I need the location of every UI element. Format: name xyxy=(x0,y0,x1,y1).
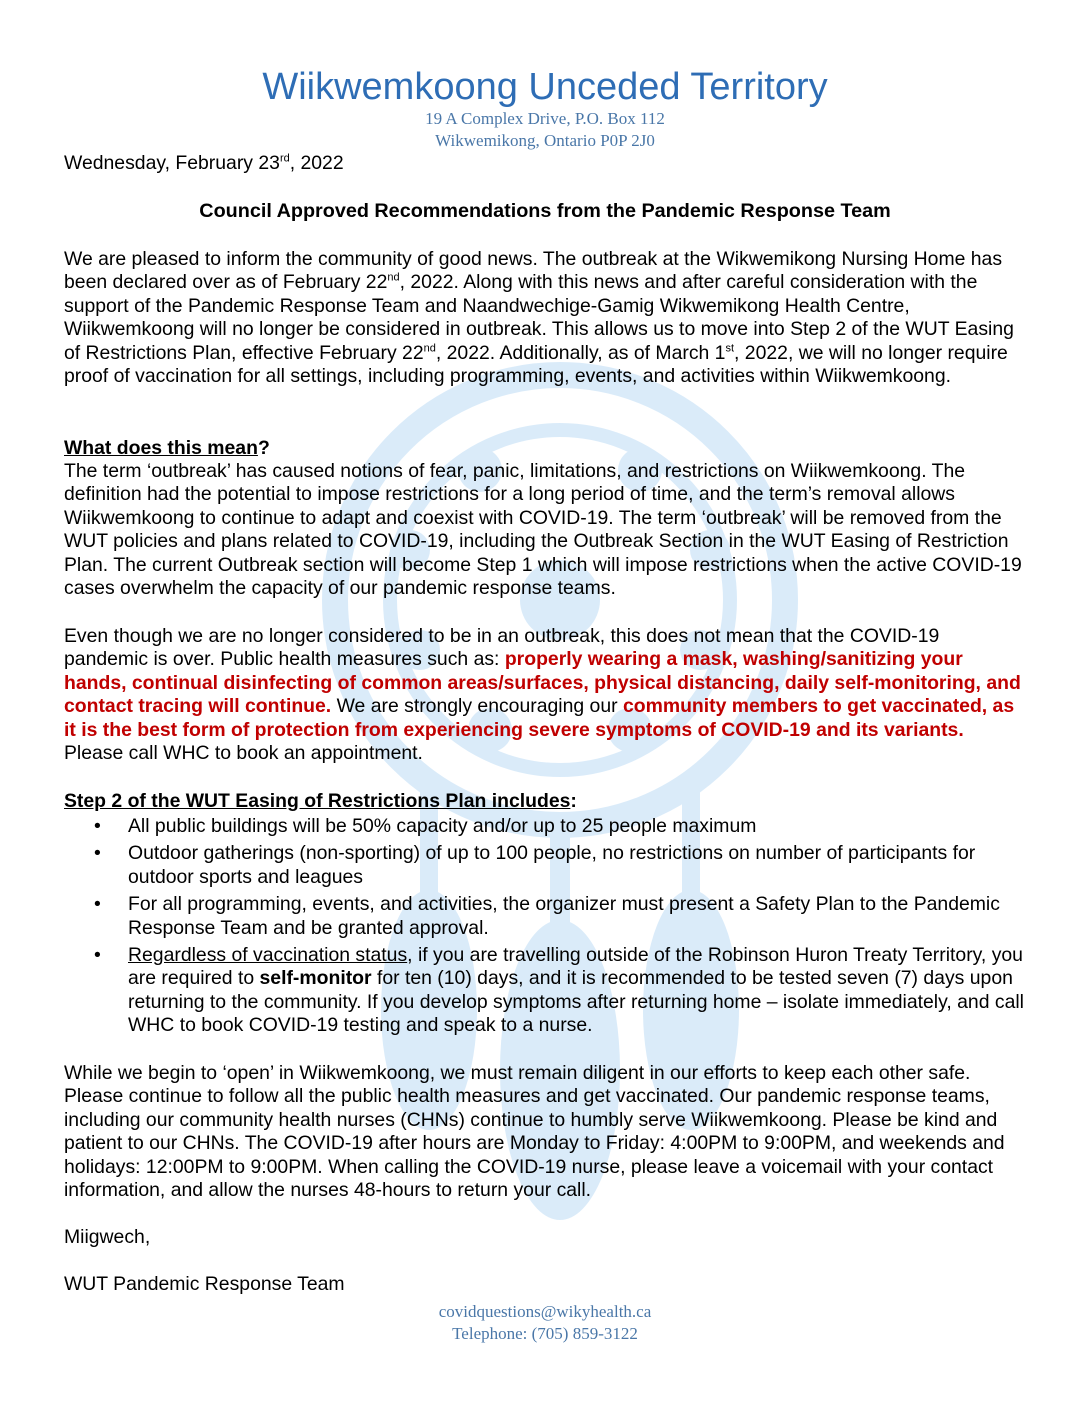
org-name: Wiikwemkoong Unceded Territory xyxy=(262,66,828,108)
intro-paragraph: We are pleased to inform the community of good news. The outbreak at the Wikwemikong Nursing Home has been declared over as of February 22nd, 2022. Along with this news and after careful consideration with the support of the Pandemic Response Team and Naandwechige-Gamig Wikwemikong Health Centre, Wiikwemkoong will no longer be considered in outbreak. This allows us to move into Step 2 of the WUT Easing of Restrictions Plan, effective February 22nd, 2022. Additionally, as of March 1st, 2022, we will no longer require proof of vaccination for all settings, including programming, events, and activities within Wiikwemkoong. xyxy=(64,248,1014,388)
signature: WUT Pandemic Response Team xyxy=(64,1273,345,1295)
list-item: • All public buildings will be 50% capacity and/or up to 25 people maximum xyxy=(94,815,757,837)
bullet-icon: • xyxy=(94,842,101,865)
bullet-icon: • xyxy=(94,815,101,837)
meaning-paragraph: The term ‘outbreak’ has caused notions of fear, panic, limitations, and restrictions on Wiikwemkoong. The definition had the potential to impose restrictions for a long period of time, and the term’s removal allows Wiikwemkoong to continue to adapt and coexist with COVID-19. The term ‘outbreak’ will be removed from the WUT policies and plans related to COVID-19, including the Outbreak Section in the WUT Easing of Restriction Plan. The current Outbreak section will become Step 1 which will impose restrictions when the active COVID-19 cases overwhelm the capacity of our pandemic response teams. xyxy=(64,460,1022,600)
bullet-icon: • xyxy=(94,893,101,916)
step2-list xyxy=(64,815,1026,1042)
closing-paragraph: While we begin to ‘open’ in Wiikwemkoong, we must remain diligent in our efforts to keep each other safe. Please continue to follow all the public health measures and get vaccinated. Our pandemic response teams, including our community health nurses (CHNs) continue to humbly serve Wiikwemkoong. Please be kind and patient to our CHNs. The COVID-19 after hours are Monday to Friday: 4:00PM to 9:00PM, and weekends and holidays: 12:00PM to 9:00PM. When calling the COVID-19 nurse, please leave a voicemail with your contact information, and allow the nurses 48-hours to return your call. xyxy=(64,1062,1005,1202)
letter-date: Wednesday, February 23rd, 2022 xyxy=(64,152,344,174)
letter-heading: Council Approved Recommendations from the Pandemic Response Team xyxy=(199,200,891,222)
address-line-1: 19 A Complex Drive, P.O. Box 112 xyxy=(425,109,665,128)
meaning-heading: What does this mean? xyxy=(64,437,270,459)
footer-phone: Telephone: (705) 859-3122 xyxy=(452,1324,638,1343)
address-line-2: Wikwemikong, Ontario P0P 2J0 xyxy=(435,131,655,150)
list-item: • Regardless of vaccination status, if you are travelling outside of the Robinson Huron Treaty Territory, you are required to self-monitor for ten (10) days, and it is recommended to be tested seven (7) days upon returning to the community. If you develop symptoms after returning home – isolate immediately, and call WHC to book COVID-19 testing and speak to a nurse. xyxy=(94,944,1024,1037)
list-item: • Outdoor gatherings (non-sporting) of up to 100 people, no restrictions on number of participants for outdoor sports and leagues xyxy=(94,842,976,888)
footer-email[interactable]: covidquestions@wikyhealth.ca xyxy=(438,1302,652,1321)
bullet-icon: • xyxy=(94,944,101,967)
list-item: • For all programming, events, and activities, the organizer must present a Safety Plan to the Pandemic Response Team and be granted approval. xyxy=(94,893,1000,939)
signoff: Miigwech, xyxy=(64,1226,151,1248)
measures-paragraph: Even though we are no longer considered to be in an outbreak, this does not mean that the COVID-19 pandemic is over. Public health measures such as: properly wearing a mask, washing/sanitizing your hands, continual disinfecting of common areas/surfaces, physical distancing, daily self-monitoring, and contact tracing will continue. We are strongly encouraging our community members to get vaccinated, as it is the best form of protection from experiencing severe symptoms of COVID-19 and its variants. Please call WHC to book an appointment. xyxy=(64,625,1021,765)
step2-heading: Step 2 of the WUT Easing of Restrictions Plan includes: xyxy=(64,790,577,812)
